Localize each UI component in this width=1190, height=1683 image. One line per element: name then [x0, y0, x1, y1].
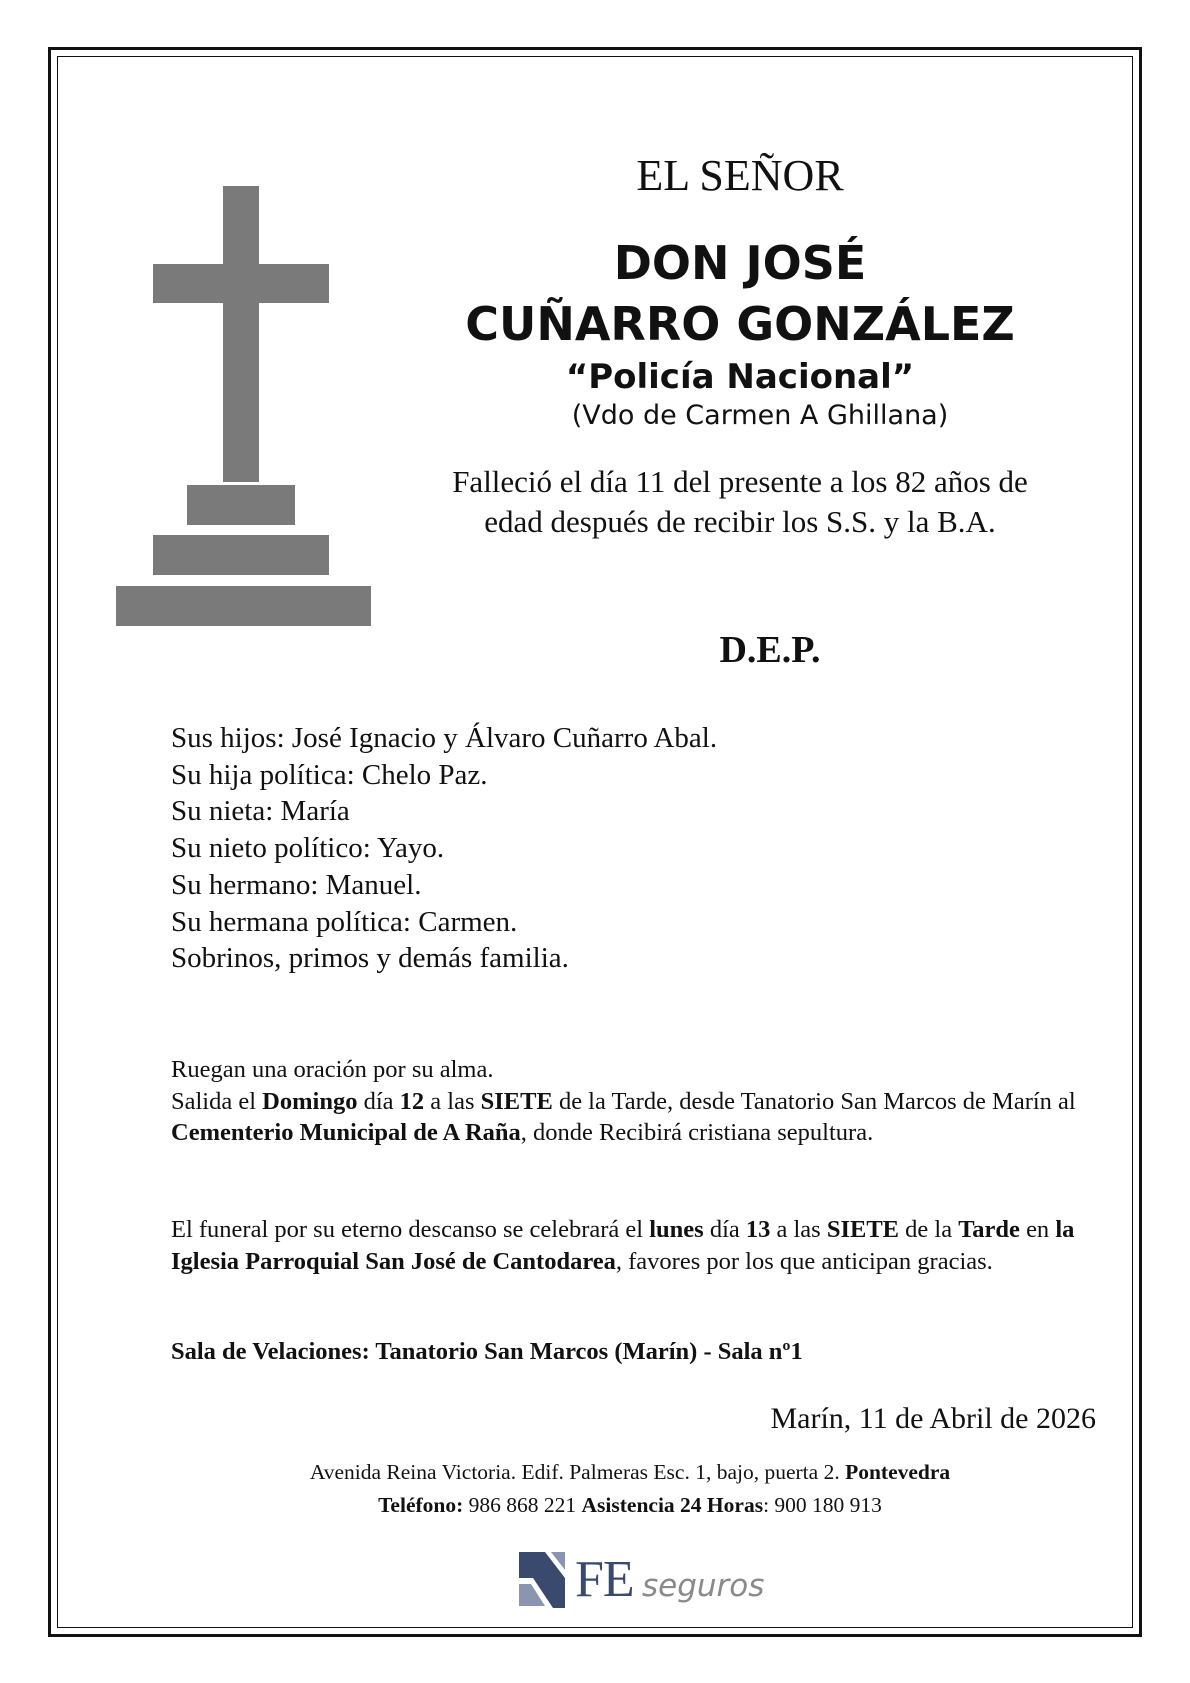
departure-paragraph: [171, 1054, 1091, 1149]
deceased-name-line2: CUÑARRO GONZÁLEZ: [465, 297, 1015, 351]
prayer-request: Ruegan una oración por su alma.: [171, 1056, 494, 1083]
nickname: “Policía Nacional”: [565, 357, 915, 397]
logo-wordmark: seguros: [642, 1568, 765, 1604]
death-notice-line2: edad después de recibir los S.S. y la B.A.: [484, 504, 996, 539]
deceased-name-line1: DON JOSÉ: [613, 236, 867, 290]
cross-icon: [116, 186, 371, 650]
family-item: Su hija política: Chelo Paz.: [171, 758, 488, 791]
death-notice-line1: Falleció el día 11 del presente a los 82 años de: [452, 464, 1028, 499]
logo-mark-icon: [515, 1548, 569, 1612]
departure-text: Salida el Domingo día 12 a las SIETE de la Tarde, desde Tanatorio San Marcos de Marín al Cementerio Municipal de A Raña, donde Recibirá cristiana sepultura.: [171, 1087, 1076, 1146]
wake-room: Sala de Velaciones: Tanatorio San Marcos (Marín) - Sala nº1: [171, 1338, 803, 1365]
fe-seguros-logo: [515, 1548, 775, 1614]
family-item: Sobrinos, primos y demás familia.: [171, 942, 569, 975]
place-date: Marín, 11 de Abril de 2026: [770, 1402, 1096, 1435]
honorific: EL SEÑOR: [636, 151, 844, 200]
family-item: Sus hijos: José Ignacio y Álvaro Cuñarro Abal.: [171, 722, 718, 754]
family-item: Su hermano: Manuel.: [171, 868, 422, 901]
footer-phones: Teléfono: 986 868 221 Asistencia 24 Horas: 900 180 913: [378, 1493, 882, 1517]
rip-heading: D.E.P.: [719, 629, 821, 671]
family-item: Su nieto político: Yayo.: [171, 832, 445, 865]
family-item: Su nieta: María: [171, 795, 350, 828]
funeral-paragraph: El funeral por su eterno descanso se celebrará el lunes día 13 a las SIETE de la Tarde en la Iglesia Parroquial San José de Cantodarea, favores por los que anticipan gracias.: [171, 1216, 1075, 1275]
family-list: [171, 720, 717, 977]
family-item: Su hermana política: Carmen.: [171, 905, 518, 938]
footer-address: Avenida Reina Victoria. Edif. Palmeras Esc. 1, bajo, puerta 2. Pontevedra: [309, 1460, 951, 1484]
logo-mark-text: FE: [575, 1551, 634, 1608]
widower-note: (Vdo de Carmen A Ghillana): [571, 400, 949, 431]
